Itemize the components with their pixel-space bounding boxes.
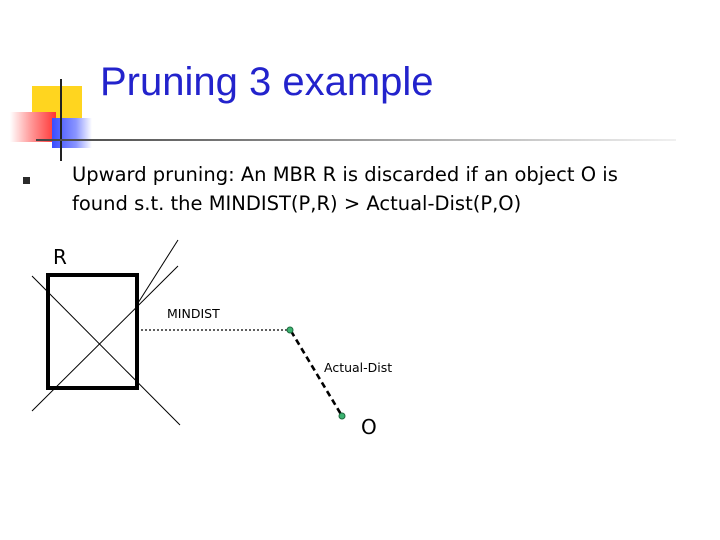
- bullet-text-line-1: Upward pruning: An MBR R is discarded if an object O is: [72, 163, 618, 186]
- label-actual-dist: Actual-Dist: [324, 360, 393, 375]
- point-p: [287, 327, 293, 333]
- mbr-rectangle-r: [48, 275, 137, 388]
- slide-title: Pruning 3 example: [100, 60, 434, 104]
- label-r: R: [53, 245, 67, 269]
- bullet-text-line-2: found s.t. the MINDIST(P,R) > Actual-Dist(P,O): [72, 192, 522, 215]
- label-mindist: MINDIST: [167, 306, 220, 321]
- object-o-point: [339, 413, 345, 419]
- diagonal-line-main: [32, 276, 180, 425]
- label-o: O: [361, 415, 377, 439]
